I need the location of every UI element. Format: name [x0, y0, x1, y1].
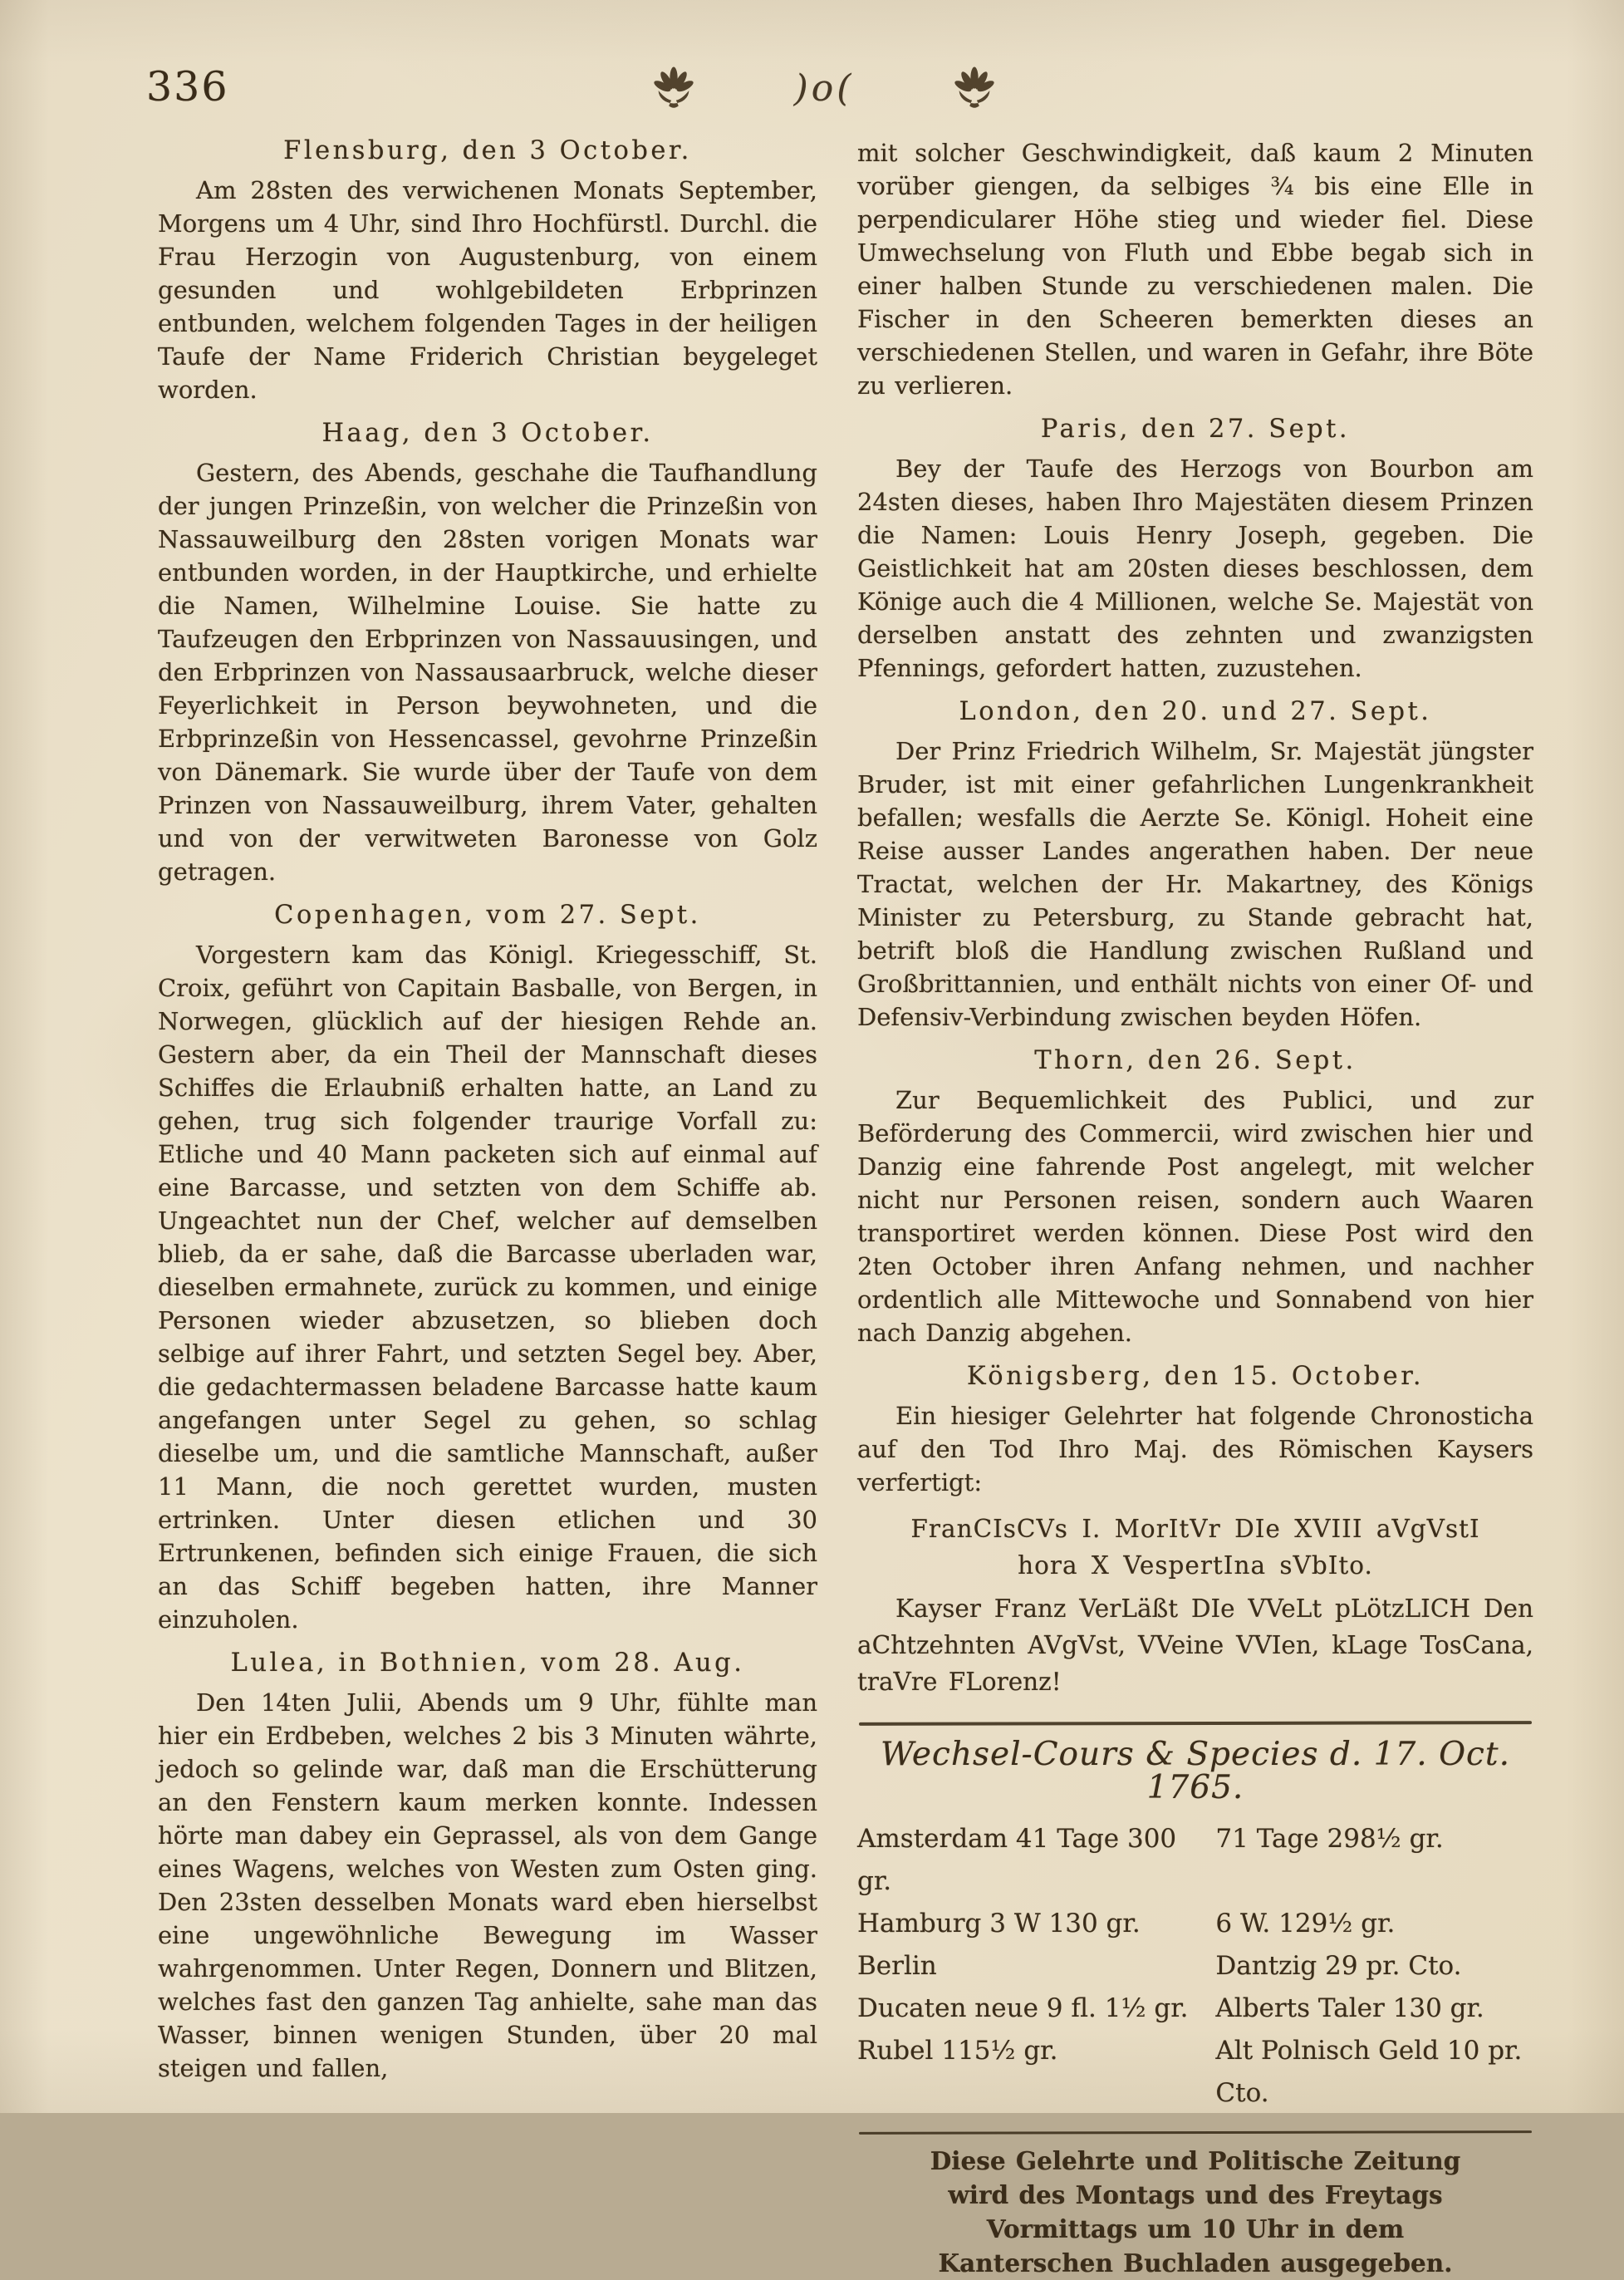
exchange-row	[857, 2030, 1533, 2115]
exchange-table-title: Wechsel-Cours & Species d. 17. Oct. 1765.	[881, 1736, 1510, 1806]
section-heading-flensburg: Flensburg, den 3 October.	[283, 136, 692, 165]
section-heading-copenhagen: Copenhagen, vom 27. Sept.	[274, 901, 701, 930]
section-heading-koenigsberg: Königsberg, den 15. October.	[966, 1362, 1425, 1391]
section-heading-lulea: Lulea, in Bothnien, vom 28. Aug.	[230, 1649, 745, 1678]
chronogram-latin	[857, 1511, 1533, 1584]
exchange-cell: Alberts Taler 130 gr.	[1215, 1993, 1484, 2023]
chronogram-latin-line2: hora X VespertIna sVbIto.	[1018, 1551, 1373, 1580]
horizontal-rule	[859, 2130, 1532, 2135]
left-column	[158, 121, 817, 2086]
article-paragraph: Am 28sten des verwichenen Monats September, Morgens um 4 Uhr, sind Ihro Hochfürstl. Durchl. die Frau Herzogin von Augustenburg, von einem gesunden und wohlgebildeten Erbprinzen entbunden, welchem folgenden Tages in der heiligen Taufe der Name Friderich Christian beygeleget worden.	[158, 176, 817, 404]
header-ornaments	[650, 58, 998, 125]
exchange-cell: Berlin	[857, 1951, 937, 1981]
chronogram-german: Kayser Franz VerLäßt DIe VVeLt pLötzLICH Den aChtzehnten AVgVst, VVeine VVIen, kLage TosCana, traVre FLorenz!	[857, 1595, 1533, 1696]
exchange-row	[857, 1818, 1533, 1903]
page-number: 336	[146, 63, 229, 111]
article-paragraph: Gestern, des Abends, geschahe die Taufhandlung der jungen Prinzeßin, von welcher die Prinzeßin von Nassauweilburg den 28sten vorigen Monats war entbunden worden, in der Hauptkirche, und erhielte die Namen, Wilhelmine Louise. Sie hatte zu Taufzeugen den Erbprinzen von Nassauusingen, und den Erbprinzen von Nassausaarbruck, welche dieser Feyerlichkeit in Person beywohneten, und die Erbprinzeßin von Hessencassel, gevohrne Prinzeßin von Dänemark. Sie wurde über der Taufe von dem Prinzen von Nassauweilburg, ihrem Vater, gehalten und von der verwitweten Baronesse von Golz getragen.	[158, 459, 817, 886]
article-paragraph: Vorgestern kam das Königl. Kriegesschiff, St. Croix, geführt von Capitain Basballe, von Bergen, in Norwegen, glücklich auf der hiesigen Rehde an. Gestern aber, da ein Theil der Mannschaft dieses Schiffes die Erlaubniß erhalten hatte, an Land zu gehen, trug sich folgender traurige Vorfall zu: Etliche und 40 Mann packeten sich auf einmal auf eine Barcasse, und setzten von dem Schiffe ab. Ungeachtet nun der Chef, welcher auf demselben blieb, da er sahe, daß die Barcasse uberladen war, dieselben ermahnete, zurück zu kommen, und einige Personen wieder abzusetzen, so blieben doch selbige auf ihrer Fahrt, und setzten Segel bey. Aber, die gedachtermassen beladene Barcasse hatte kaum angefangen unter Segel zu gehen, so schlag dieselbe um, und die samtliche Mannschaft, außer 11 Mann, die noch gerettet wurden, musten ertrinken. Unter diesen etlichen und 30 Ertrunkenen, befinden sich einige Frauen, die sich an das Schiff begeben hatten, ihre Manner einzuholen.	[158, 941, 817, 1634]
exchange-cell: Amsterdam 41 Tage 300 gr.	[857, 1824, 1177, 1896]
article-paragraph: Ein hiesiger Gelehrter hat folgende Chronosticha auf den Tod Ihro Maj. des Römischen Kaysers verfertigt:	[857, 1402, 1533, 1496]
exchange-table	[857, 1818, 1533, 2115]
exchange-row	[857, 1945, 1533, 1988]
chronogram-latin-line1: FranCIsCVs I. MorItVr DIe XVIII aVgVstI	[910, 1515, 1480, 1543]
horizontal-rule	[859, 1721, 1532, 1726]
exchange-cell: Alt Polnisch Geld 10 pr. Cto.	[1215, 2036, 1523, 2108]
exchange-cell: 71 Tage 298½ gr.	[1215, 1824, 1444, 1854]
exchange-row	[857, 1988, 1533, 2030]
shell-fleuron-icon	[650, 68, 698, 115]
article-paragraph: Bey der Taufe des Herzogs von Bourbon am 24sten dieses, haben Ihro Majestäten diesem Prinzen die Namen: Louis Henry Joseph, gegeben. Die Geistlichkeit hat am 20sten dieses beschlossen, dem Könige auch die 4 Millionen, welche Se. Majestät von derselben anstatt des zehnten und zwanzigsten Pfennings, gefordert hatten, zuzustehen.	[857, 455, 1533, 682]
right-column	[857, 121, 1533, 2280]
publication-notice: Diese Gelehrte und Politische Zeitung wird des Montags und des Freytags Vormittags um 10 Uhr in dem Kanterschen Buchladen ausgegeben.	[930, 2146, 1461, 2278]
section-heading-haag: Haag, den 3 October.	[321, 419, 654, 448]
article-paragraph: Zur Bequemlichkeit des Publici, und zur Beförderung des Commercii, wird zwischen hier und Danzig eine fahrende Post angelegt, mit welcher nicht nur Personen reisen, sondern auch Waaren transportiret werden können. Diese Post wird den 2ten October ihren Anfang nehmen, und nachher ordentlich alle Mittewoche und Sonnabend von hier nach Danzig abgehen.	[857, 1086, 1533, 1347]
exchange-cell: Ducaten neue 9 fl. 1½ gr.	[857, 1993, 1189, 2023]
section-heading-london: London, den 20. und 27. Sept.	[959, 697, 1432, 726]
shell-fleuron-icon	[950, 68, 998, 115]
article-paragraph-continuation: mit solcher Geschwindigkeit, daß kaum 2 Minuten vorüber giengen, da selbiges ¾ bis eine Elle in perpendicularer Höhe stieg und wieder fiel. Diese Umwechselung von Fluth und Ebbe begab sich in einer halben Stunde zu verschiedenen malen. Die Fischer in den Scheeren bemerkten dieses an verschiedenen Stellen, und waren in Gefahr, ihre Böte zu verlieren.	[857, 139, 1533, 400]
exchange-row	[857, 1903, 1533, 1945]
article-paragraph: Der Prinz Friedrich Wilhelm, Sr. Majestät jüngster Bruder, ist mit einer gefahrlichen Lungenkrankheit befallen; wesfalls die Aerzte Se. Königl. Hoheit eine Reise ausser Landes angerathen haben. Der neue Tractat, welchen der Hr. Makartney, des Königs Minister zu Petersburg, zu Stande gebracht hat, betrift bloß die Handlung zwischen Rußland und Großbrittannien, und enthält nichts von einer Of- und Defensiv-Verbindung zwischen beyden Höfen.	[857, 737, 1533, 1031]
gathering-mark: )o(	[793, 66, 855, 110]
exchange-cell: Dantzig 29 pr. Cto.	[1215, 1951, 1462, 1981]
exchange-cell: Hamburg 3 W 130 gr.	[857, 1909, 1141, 1938]
exchange-cell: 6 W. 129½ gr.	[1215, 1909, 1396, 1938]
article-paragraph: Den 14ten Julii, Abends um 9 Uhr, fühlte man hier ein Erdbeben, welches 2 bis 3 Minuten währte, jedoch so gelinde war, daß man die Erschütterung an den Fenstern kaum merken konnte. Indessen hörte man dabey ein Geprassel, als von dem Gange eines Wagens, welches von Westen zum Osten ging. Den 23sten desselben Monats ward eben hierselbst eine ungewöhnliche Bewegung im Wasser wahrgenommen. Unter Regen, Donnern und Blitzen, welches fast den ganzen Tag anhielte, sahe man das Wasser, binnen wenigen Stunden, über 20 mal steigen und fallen,	[158, 1688, 817, 2082]
exchange-cell: Rubel 115½ gr.	[857, 2036, 1058, 2066]
section-heading-thorn: Thorn, den 26. Sept.	[1034, 1046, 1357, 1075]
section-heading-paris: Paris, den 27. Sept.	[1040, 415, 1351, 444]
